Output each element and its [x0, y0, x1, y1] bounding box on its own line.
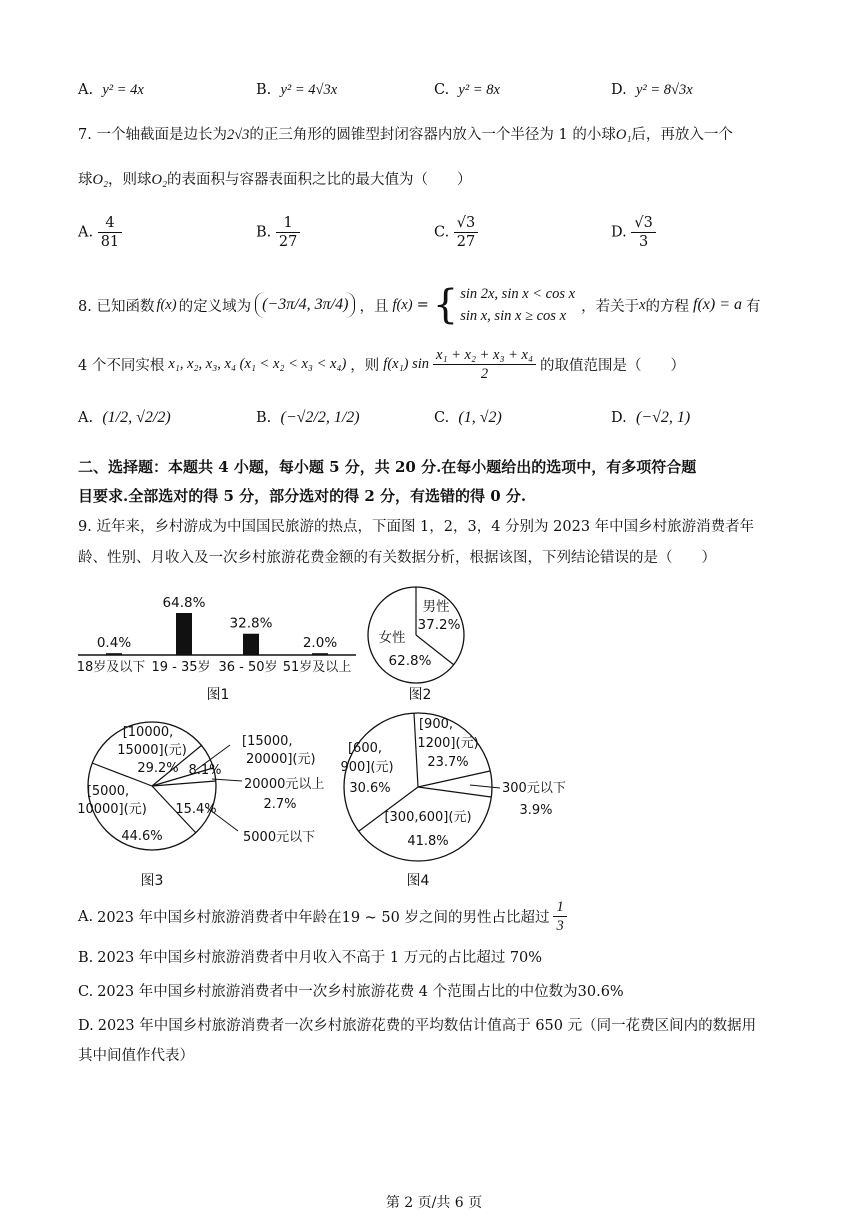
denominator: 27 — [456, 234, 476, 250]
leader-line — [212, 779, 242, 781]
bar-value-label: 0.4% — [96, 635, 132, 652]
q8-text: 8. 已知函数 — [78, 298, 155, 315]
option-text: 2023 年中国乡村旅游消费者中年龄在19 ~ 50 岁之间的男性占比超过 — [97, 910, 550, 926]
option-text: 2023 年中国乡村旅游消费者一次乡村旅游花费的平均数估计值高于 650 元（同一花费区间内的数据用 — [97, 1018, 757, 1034]
pie-label: [300,600](元) — [384, 810, 472, 825]
option-key: A. — [78, 82, 94, 98]
q7-option-a — [78, 214, 122, 251]
pie-divider — [418, 787, 491, 797]
option-text: y² = 8√3x — [635, 82, 693, 98]
denominator: 3 — [556, 918, 564, 934]
q8-line2 — [78, 343, 685, 385]
section-heading-line1: 二、选择题：本题共 4 小题，每小题 5 分，共 20 分.在每小题给出的选项中，有多项符合题 — [78, 458, 697, 476]
q7-math: O₁ — [615, 127, 632, 143]
pie-value: 3.9% — [519, 803, 553, 818]
option-key: D. — [78, 1018, 94, 1034]
option-fraction — [553, 898, 566, 935]
option-text: 2023 年中国乡村旅游消费者中月收入不高于 1 万元的占比超过 70% — [97, 950, 543, 966]
option-key: D. — [611, 224, 627, 241]
option-fraction — [98, 214, 122, 251]
pie-value: 8.1% — [188, 763, 222, 778]
pie-value: 15.4% — [175, 802, 217, 817]
pie-label: [900, — [418, 717, 454, 732]
q8-text: ，且 — [359, 298, 389, 315]
q8-math: f(x₁) sin — [383, 355, 430, 372]
pie-label: 900](元) — [340, 760, 394, 775]
option-key: B. — [78, 950, 94, 966]
q8-domain: (−3π/4, 3π/4) — [255, 292, 355, 318]
q8-math: x — [639, 296, 646, 313]
bar-value-label: 64.8% — [162, 595, 206, 611]
q8-text: 的方程 — [645, 298, 690, 315]
q6-option-d — [611, 80, 693, 100]
bar — [243, 634, 259, 655]
numerator: x₁ + x₂ + x₃ + x₄ — [433, 346, 536, 365]
pie-value: 2.7% — [263, 797, 297, 812]
q7-line1 — [78, 125, 733, 145]
figure-caption: 图3 — [140, 873, 164, 889]
figure-1-bar-chart — [77, 595, 356, 703]
bar-category-label: 51岁及以上 — [282, 660, 352, 675]
figure-2-pie-chart — [368, 587, 464, 703]
numerator: √3 — [454, 214, 478, 233]
option-fraction — [454, 214, 478, 251]
pie-value: 37.2% — [417, 617, 461, 633]
numerator: 1 — [276, 214, 300, 233]
option-text: y² = 4√3x — [280, 82, 338, 98]
q9-option-a — [78, 898, 567, 935]
q8-text: 有 — [746, 298, 761, 315]
denominator: 3 — [638, 234, 649, 250]
piece: sin 2x, sin x < cos x — [460, 286, 576, 302]
denominator: 2 — [480, 365, 489, 382]
figure-caption: 图4 — [406, 873, 430, 889]
q8-math: f(x) — [156, 296, 177, 313]
option-fraction — [631, 214, 655, 251]
option-key: D. — [611, 82, 627, 98]
pie-divider — [418, 771, 490, 787]
q7-option-b — [256, 214, 300, 251]
q8-line1: 8. 已知函数 f(x) 的定义域为 (−3π/4, 3π/4) ，且 f(x) = { sin 2x, sin x < cos x sin x, sin x ≥ cos x ，若关于 x 的方程 f(x) = a 有 — [78, 282, 761, 328]
option-text: (−√2/2, 1/2) — [280, 409, 360, 426]
option-text: (1, √2) — [458, 409, 502, 426]
q8-math: f(x) = a — [693, 296, 743, 313]
q8-option-d — [611, 408, 690, 428]
pie-label: 女性 — [378, 630, 406, 646]
brace-icon: { — [432, 282, 459, 328]
q6-option-b — [256, 80, 337, 100]
q7-option-c — [434, 214, 478, 251]
q6-option-a — [78, 80, 144, 100]
option-text: 2023 年中国乡村旅游消费者中一次乡村旅游花费 4 个范围占比的中位数为30.6% — [97, 984, 624, 1000]
q8-math: x₁, x₂, x₃, x₄ (x₁ < x₂ < x₃ < x₄) — [168, 355, 347, 372]
pie-value: 29.2% — [137, 761, 179, 776]
option-key: C. — [434, 224, 450, 241]
bar — [106, 653, 122, 655]
q9-line2: 龄、性别、月收入及一次乡村旅游花费金额的有关数据分析，根据该图，下列结论错误的是（ ） — [78, 550, 716, 566]
q8-option-c — [434, 408, 502, 428]
q7-text: 球 — [78, 172, 93, 188]
pie-value: 23.7% — [427, 755, 469, 770]
section-heading-line2: 目要求.全部选对的得 5 分，部分选对的得 2 分，有选错的得 0 分. — [78, 487, 527, 505]
bar-value-label: 32.8% — [229, 615, 273, 632]
bar-value-label: 2.0% — [302, 635, 338, 652]
q7-line2 — [78, 170, 472, 190]
pie-label: 20000元以上 — [244, 777, 325, 792]
q8-text: ，则 — [350, 357, 380, 374]
bar — [312, 653, 328, 655]
q7-text: ，则球 — [108, 172, 152, 188]
pie-value: 44.6% — [121, 829, 163, 844]
q8-fraction — [433, 346, 536, 383]
pie-label: 20000](元) — [246, 752, 316, 767]
q7-math: 2√3 — [226, 127, 250, 143]
pie-label: 男性 — [422, 599, 450, 615]
q9-option-b — [78, 948, 542, 968]
numerator: 1 — [553, 898, 566, 917]
q8-piecewise — [460, 283, 575, 327]
denominator: 81 — [100, 234, 120, 250]
figure-3-pie-chart — [77, 722, 324, 889]
q9-option-c — [78, 982, 624, 1002]
leader-line — [470, 785, 500, 788]
numerator: 4 — [98, 214, 122, 233]
option-text: (1/2, √2/2) — [102, 409, 171, 426]
pie-label: [600, — [347, 741, 383, 756]
piece: sin x, sin x ≥ cos x — [460, 308, 566, 324]
q9-figures — [70, 585, 610, 900]
pie-label: [5000, — [86, 784, 130, 799]
q7-option-d — [611, 214, 656, 251]
q7-text: 7. 一个轴截面是边长为 — [78, 127, 227, 143]
bar-category-label: 18岁及以下 — [76, 660, 146, 675]
q8-option-a — [78, 408, 171, 428]
q8-text: 4 个不同实根 — [78, 357, 165, 374]
bar — [176, 613, 192, 655]
option-key: C. — [434, 410, 450, 426]
option-text: (−√2, 1) — [635, 409, 691, 426]
q8-text: 的定义域为 — [178, 298, 252, 315]
option-key: D. — [611, 410, 627, 426]
numerator: √3 — [631, 214, 655, 233]
figure-caption: 图1 — [206, 687, 230, 703]
q8-option-b — [256, 408, 360, 428]
pie-label: 15000](元) — [117, 743, 187, 758]
bar-category-label: 19 - 35岁 — [151, 660, 211, 675]
pie-label: 10000](元) — [77, 802, 147, 817]
option-key: A. — [78, 908, 94, 925]
pie-value: 62.8% — [388, 653, 432, 669]
pie-value: 30.6% — [349, 781, 391, 796]
pie-label: 300元以下 — [502, 781, 566, 796]
pie-label: [10000, — [122, 725, 174, 740]
q7-text: 的表面积与容器表面积之比的最大值为（ ） — [167, 172, 472, 188]
option-key: B. — [256, 224, 272, 241]
option-fraction — [276, 214, 300, 251]
q8-text: ，若关于 — [581, 298, 640, 315]
figure-caption: 图2 — [408, 687, 432, 703]
q9-option-d-cont: 其中间值作代表） — [78, 1048, 194, 1064]
q9-option-d — [78, 1016, 756, 1036]
option-key: B. — [256, 82, 272, 98]
pie-value: 41.8% — [407, 834, 449, 849]
pie-label: 1200](元) — [417, 736, 479, 751]
option-key: A. — [78, 410, 94, 426]
q8-math: f(x) — [392, 296, 413, 313]
option-text: y² = 4x — [102, 82, 144, 98]
q7-math: O₂ — [92, 172, 109, 188]
option-key: C. — [78, 984, 94, 1000]
denominator: 27 — [278, 234, 298, 250]
figure-4-pie-chart — [340, 713, 565, 889]
q6-option-c — [434, 80, 500, 100]
bar-category-label: 36 - 50岁 — [218, 660, 278, 675]
pie-label: 5000元以下 — [243, 830, 316, 845]
q8-text: 的取值范围是（ ） — [540, 357, 686, 374]
pie-label: [15000, — [242, 734, 293, 749]
option-key: B. — [256, 410, 272, 426]
page-footer: 第 2 页/共 6 页 — [385, 1195, 483, 1211]
option-text: y² = 8x — [458, 82, 500, 98]
option-key: C. — [434, 82, 450, 98]
q7-math: O₂ — [151, 172, 168, 188]
q7-text: 的正三角形的圆锥型封闭容器内放入一个半径为 1 的小球 — [249, 127, 616, 143]
q7-text: 后，再放入一个 — [631, 127, 733, 143]
option-key: A. — [78, 224, 94, 241]
q9-line1: 9. 近年来，乡村游成为中国国民旅游的热点，下面图 1，2，3，4 分别为 2023 年中国乡村旅游消费者年 — [78, 519, 755, 535]
